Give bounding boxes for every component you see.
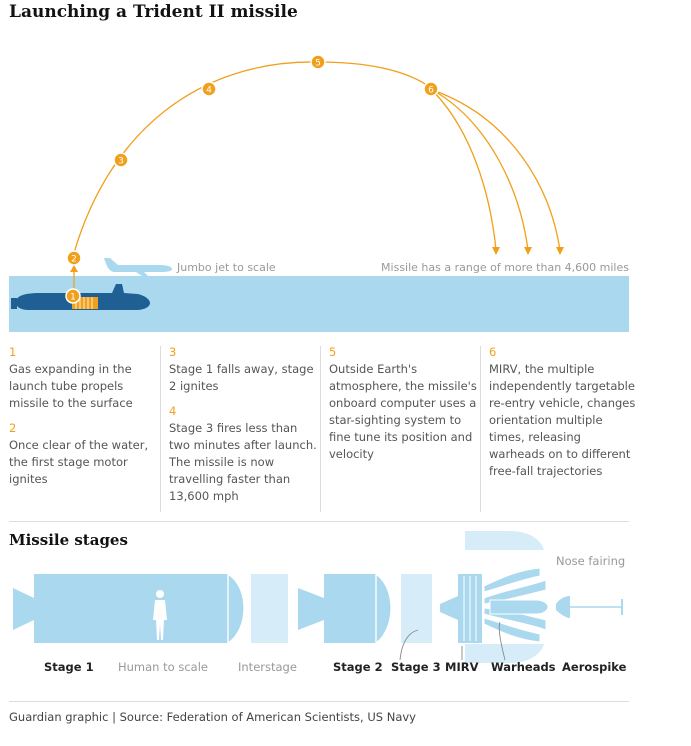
jumbo-jet-icon	[104, 258, 172, 276]
step-marker-6	[424, 82, 438, 96]
label-stage1: Stage 1	[44, 660, 94, 674]
step-text: MIRV, the multiple independently targetable re-entry vehicle, changes orientation multiple times, releasing warheads on to different free-fall trajectories	[489, 362, 636, 478]
svg-text:6: 6	[428, 85, 434, 96]
warhead-arrowheads	[492, 247, 564, 255]
step-number: 6	[489, 345, 497, 359]
jumbo-jet-label: Jumbo jet to scale	[177, 261, 276, 274]
svg-text:3: 3	[118, 156, 124, 167]
missile-stages-diagram	[13, 531, 622, 663]
step-column-1	[9, 344, 157, 488]
step-number: 4	[169, 404, 177, 418]
footer-divider	[9, 701, 629, 702]
step-text: Once clear of the water, the first stage motor ignites	[9, 438, 149, 486]
label-mirv: MIRV	[445, 660, 479, 674]
warhead-trajectories	[434, 92, 560, 250]
label-nose-fairing: Nose fairing	[556, 554, 626, 568]
label-aerospike: Aerospike	[562, 660, 627, 674]
step-column-3	[329, 344, 477, 463]
label-stage2: Stage 2	[333, 660, 383, 674]
label-interstage: Interstage	[238, 660, 297, 674]
aerospike-base	[556, 596, 570, 618]
label-human: Human to scale	[118, 660, 208, 674]
step-marker-3	[114, 153, 128, 167]
stage2-nozzle	[298, 588, 324, 630]
svg-text:1: 1	[70, 292, 76, 303]
step-column-4	[489, 344, 637, 480]
step-descriptions	[0, 344, 691, 514]
stage2-dome	[376, 574, 391, 643]
label-warheads: Warheads	[491, 660, 556, 674]
stage3-body	[401, 574, 432, 643]
step-marker-4	[202, 82, 216, 96]
step-text: Stage 1 falls away, stage 2 ignites	[169, 362, 314, 393]
launch-arrowhead	[70, 265, 78, 272]
stage1-nozzle	[13, 588, 34, 630]
step-text: Outside Earth's atmosphere, the missile's onboard computer uses a star-sighting system to fine tune its position and velocity	[329, 362, 477, 461]
section-divider	[9, 521, 629, 522]
warheads-group	[484, 568, 548, 642]
mirv-nozzle	[440, 596, 458, 620]
section-title-missile-stages: Missile stages	[9, 531, 128, 549]
interstage-body	[251, 574, 288, 643]
source-credit: Guardian graphic | Source: Federation of American Scientists, US Navy	[9, 710, 416, 724]
step-column-2	[169, 344, 317, 505]
step-number: 1	[9, 345, 17, 359]
svg-text:5: 5	[315, 58, 321, 69]
stage2-body	[324, 574, 376, 643]
nose-fairing-top	[465, 531, 544, 550]
step-number: 2	[9, 421, 17, 435]
column-divider	[320, 346, 321, 512]
column-divider	[160, 346, 161, 512]
page-title: Launching a Trident II missile	[9, 2, 298, 22]
stage1-dome	[228, 574, 244, 643]
step-marker-2	[67, 251, 81, 265]
label-stage3: Stage 3	[391, 660, 441, 674]
step-marker-5	[311, 55, 325, 69]
step-number: 3	[169, 345, 177, 359]
svg-text:4: 4	[206, 85, 212, 96]
step-text: Stage 3 fires less than two minutes after launch. The missile is now travelling faster than 13,600 mph	[169, 421, 317, 503]
step-text: Gas expanding in the launch tube propels missile to the surface	[9, 362, 133, 410]
column-divider	[480, 346, 481, 512]
stage1-body	[34, 574, 228, 643]
range-label: Missile has a range of more than 4,600 miles	[381, 261, 629, 274]
step-number: 5	[329, 345, 337, 359]
step-marker-1	[66, 289, 80, 303]
svg-text:2: 2	[71, 254, 77, 265]
